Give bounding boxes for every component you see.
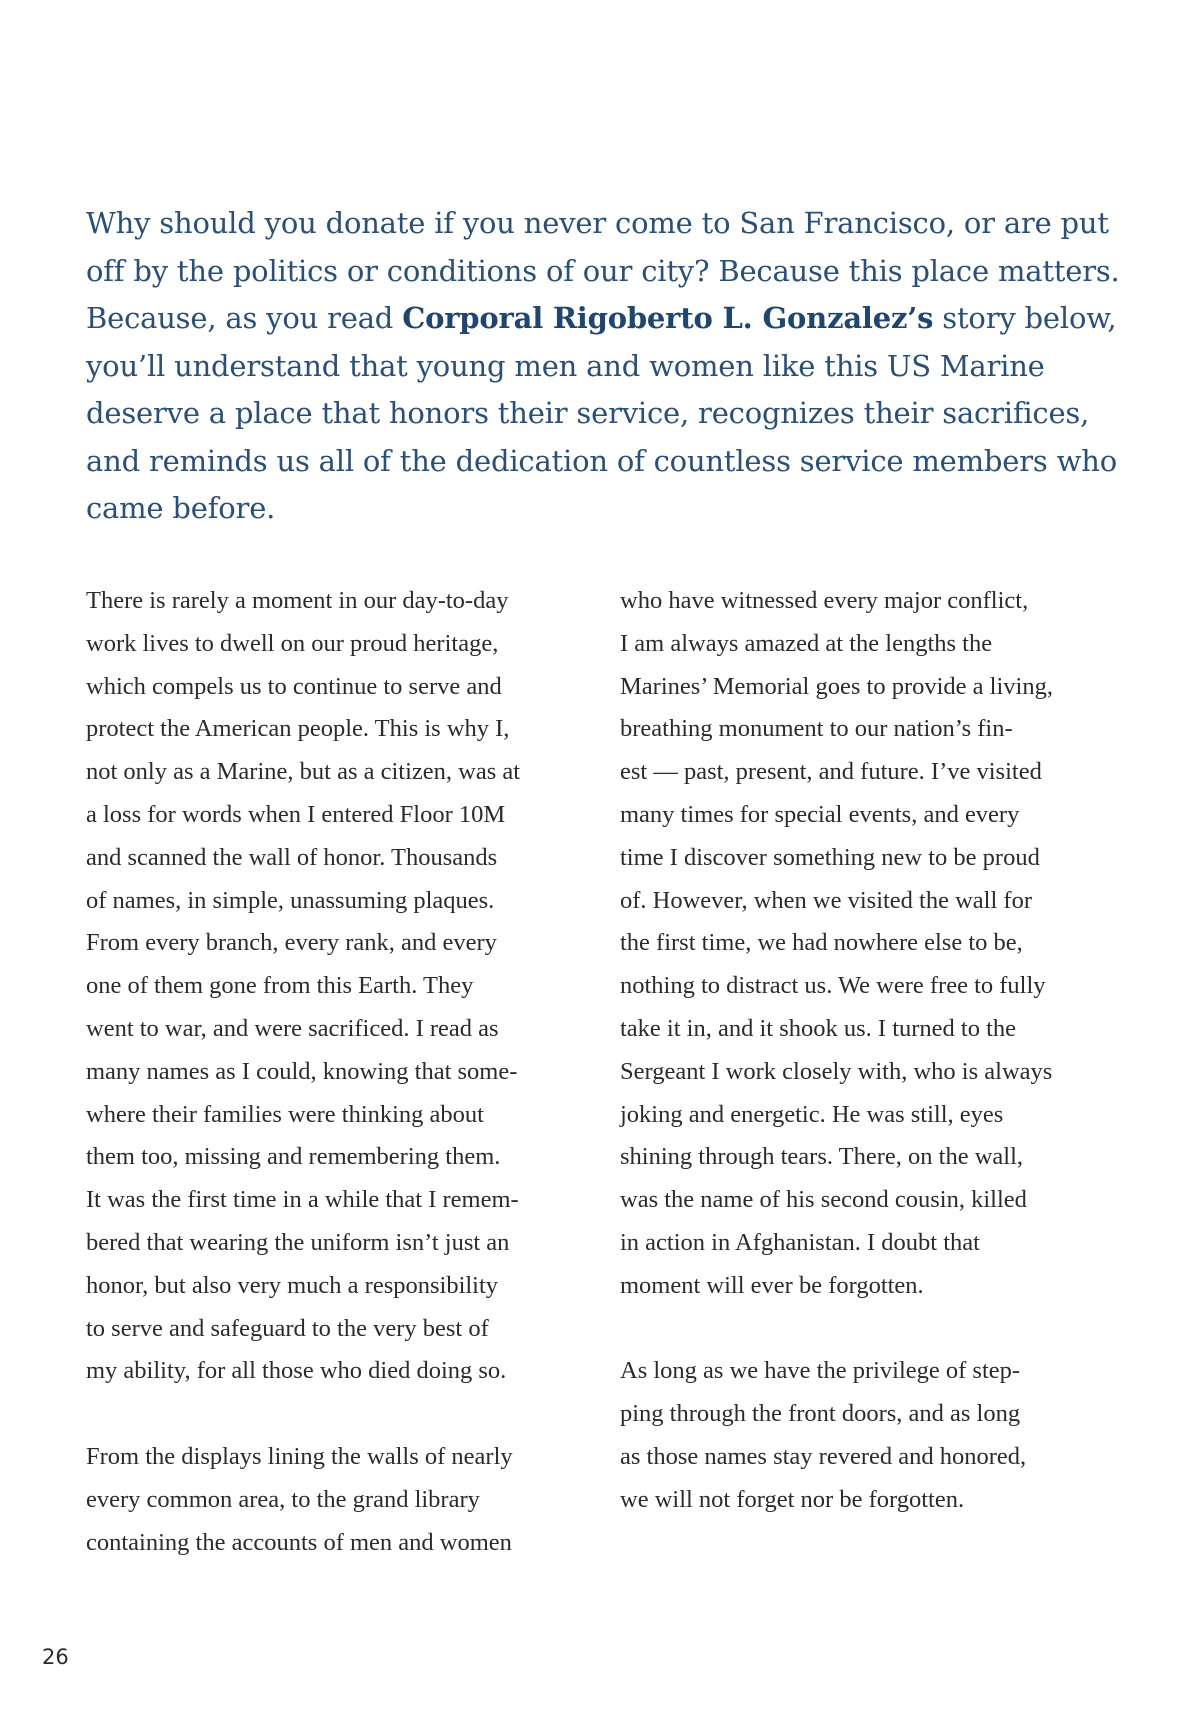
intro-highlighted-name: Corporal Rigoberto L. Gonzalez’s: [402, 301, 934, 335]
left-paragraph-1: [86, 580, 586, 1393]
left-paragraph-2: [86, 1436, 586, 1564]
text-line: containing the accounts of men and women: [86, 1528, 512, 1556]
text-line: From every branch, every rank, and every: [86, 929, 497, 957]
text-line: of names, in simple, unassuming plaques.: [86, 886, 495, 914]
text-line: was the name of his second cousin, killed: [620, 1186, 1027, 1214]
text-line: time I discover something new to be proud: [620, 843, 1040, 871]
text-line: work lives to dwell on our proud heritage,: [86, 629, 499, 657]
text-line: shining through tears. There, on the wall,: [620, 1143, 1024, 1171]
right-paragraph-1: [620, 580, 1120, 1308]
text-line: not only as a Marine, but as a citizen, was at: [86, 758, 521, 786]
text-line: as those names stay revered and honored,: [620, 1442, 1027, 1470]
text-line: which compels us to continue to serve and: [86, 672, 502, 700]
text-line: Marines’ Memorial goes to provide a living,: [620, 672, 1053, 700]
text-line: From the displays lining the walls of nearly: [86, 1442, 513, 1470]
text-line: of. However, when we visited the wall for: [620, 886, 1032, 914]
text-line: nothing to distract us. We were free to fully: [620, 972, 1046, 1000]
intro-paragraph: [86, 200, 1126, 533]
text-line: breathing monument to our nation’s fin-: [620, 715, 1013, 743]
text-line: As long as we have the privilege of step-: [620, 1357, 1021, 1385]
text-line: them too, missing and remembering them.: [86, 1143, 501, 1171]
text-line: It was the first time in a while that I remem-: [86, 1186, 519, 1214]
text-line: Sergeant I work closely with, who is always: [620, 1057, 1053, 1085]
text-line: one of them gone from this Earth. They: [86, 972, 474, 1000]
text-line: There is rarely a moment in our day-to-day: [86, 587, 509, 614]
text-line: we will not forget nor be forgotten.: [620, 1485, 965, 1513]
text-line: every common area, to the grand library: [86, 1485, 480, 1513]
text-line: a loss for words when I entered Floor 10M: [86, 800, 506, 828]
right-paragraph-2: [620, 1350, 1120, 1521]
text-line: bered that wearing the uniform isn’t just an: [86, 1228, 510, 1256]
page-number: 26: [42, 1645, 69, 1669]
text-line: take it in, and it shook us. I turned to the: [620, 1014, 1017, 1042]
text-line: moment will ever be forgotten.: [620, 1271, 924, 1299]
text-line: I am always amazed at the lengths the: [620, 629, 993, 657]
text-line: many times for special events, and every: [620, 800, 1020, 828]
right-column: [620, 580, 1120, 1522]
text-line: where their families were thinking about: [86, 1100, 484, 1128]
intro-text-after: story below, you’ll understand that young men and women like this US Marine deserve a place that honors their service, recognizes their sacrifices, and reminds us all of the dedication of countless service members who came before.: [86, 301, 1117, 525]
text-line: ping through the front doors, and as long: [620, 1400, 1021, 1428]
text-line: honor, but also very much a responsibility: [86, 1271, 499, 1299]
text-line: who have witnessed every major conflict,: [620, 587, 1029, 614]
text-line: my ability, for all those who died doing so.: [86, 1357, 507, 1385]
text-line: joking and energetic. He was still, eyes: [620, 1100, 1004, 1128]
text-line: and scanned the wall of honor. Thousands: [86, 843, 498, 871]
text-line: in action in Afghanistan. I doubt that: [620, 1228, 980, 1256]
text-line: to serve and safeguard to the very best of: [86, 1314, 489, 1342]
text-line: many names as I could, knowing that some-: [86, 1057, 518, 1085]
left-column: [86, 580, 586, 1564]
text-line: protect the American people. This is why I,: [86, 715, 510, 743]
text-line: est — past, present, and future. I’ve visited: [620, 758, 1042, 786]
text-line: went to war, and were sacrificed. I read as: [86, 1014, 499, 1042]
text-line: the first time, we had nowhere else to be,: [620, 929, 1023, 957]
intro-text-before: Why should you donate if you never come to San Francisco, or are put off by the politics or conditions of our city? Because this place matters. Because, as you read: [86, 206, 1120, 335]
